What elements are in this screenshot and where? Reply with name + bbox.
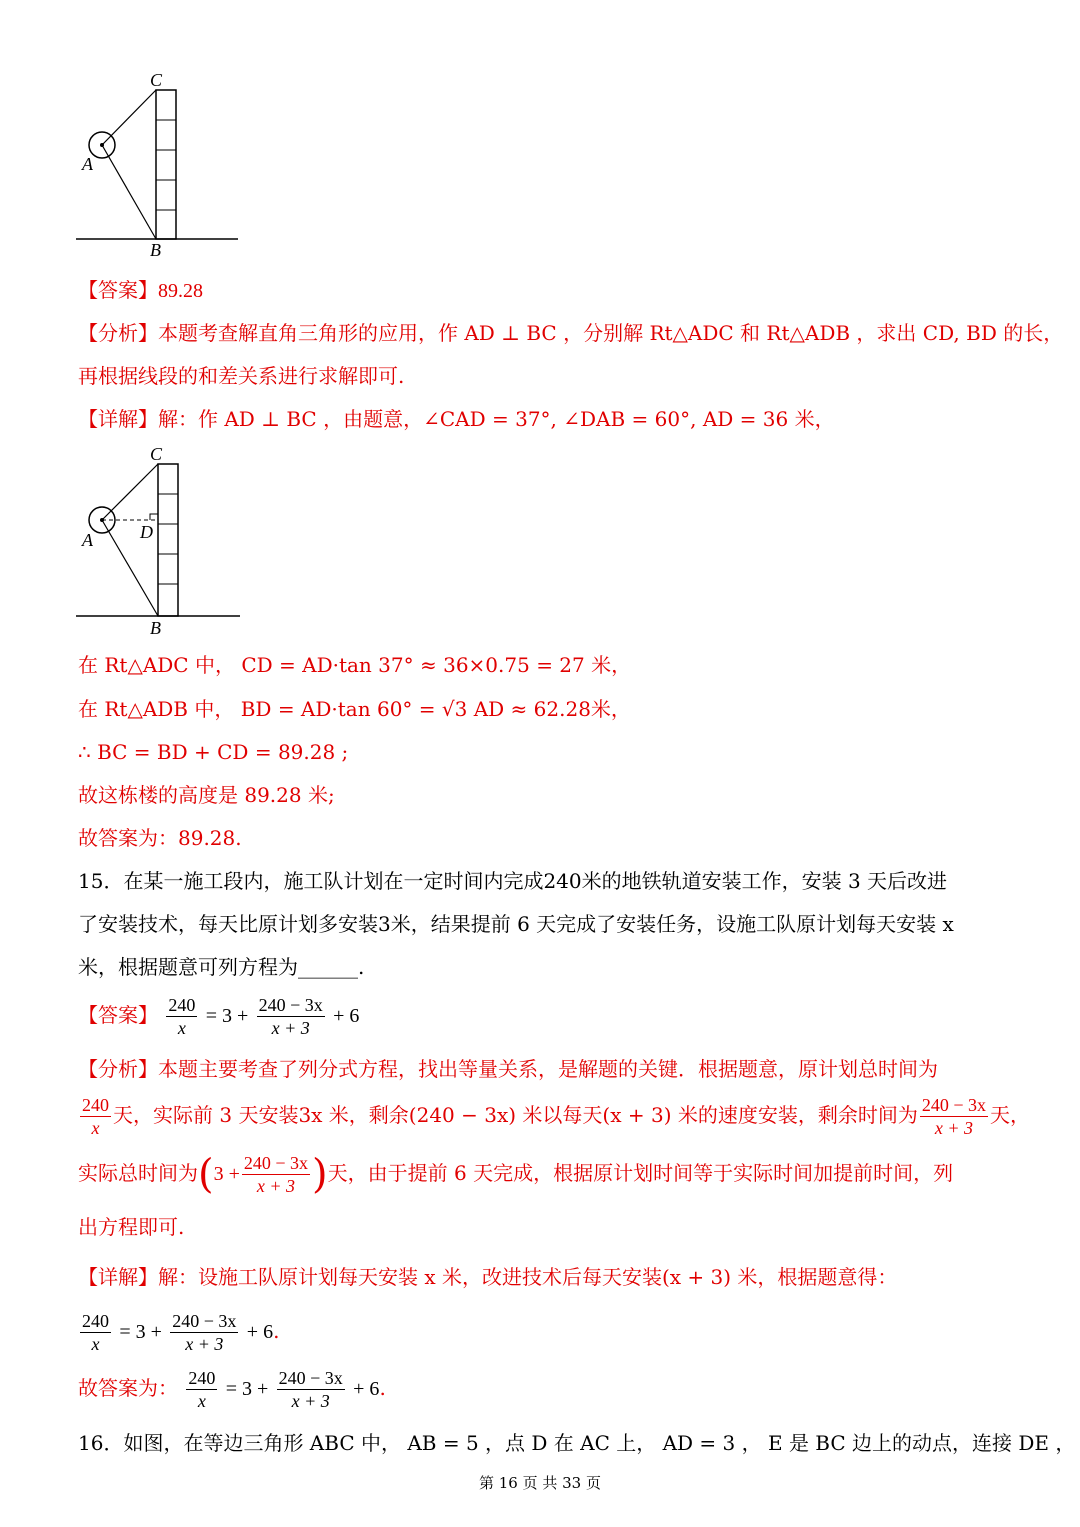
page-footer: 第 16 页 共 33 页 [478,1474,601,1492]
label-a: A [82,154,93,174]
q15-analysis-line4: 出方程即可. [78,1215,185,1239]
q15-final-answer: 故答案为： $\frac{240}{x}$ = 3 + $\frac{240 - 3x}{x + 3}$ + 6. [78,1368,386,1411]
q14-step2: 在 Rt△ADB 中， BD = AD·tan 60° = √3 AD ≈ 62.28米， [78,697,631,721]
label-d: D [140,522,153,542]
q15-line2: 了安装技术，每天比原计划多安装3米，结果提前 6 天完成了安装任务，设施工队原计划每天安装 x [78,912,954,936]
q14-analysis-line2: 再根据线段的和差关系进行求解即可. [78,364,405,388]
label-c: C [150,70,163,90]
answer-tag: 【答案】 [78,1003,158,1027]
q14-step4: 故这栋楼的高度是 89.28 米; [78,783,335,807]
q14-step3: ∴ BC = BD + CD = 89.28 ; [78,740,349,764]
q16-line1: 16．如图，在等边三角形 ABC 中， AB = 5 ，点 D 在 AC 上， AD = 3 ， E 是 BC 边上的动点，连接 DE ， [78,1431,1076,1455]
answer-value: 89.28 [158,280,203,302]
label-b: B [150,618,161,638]
q14-detail-line1: 【详解】解：作 AD ⊥ BC ，由题意，∠CAD = 37°, ∠DAB = 60°, AD = 36 米， [78,407,835,431]
q14-step5: 故答案为：89.28. [78,826,242,850]
q15-analysis-line3: 实际总时间为(3 + $\frac{240 - 3x}{x + 3}$ )天，由于提前 6 天完成，根据原计划时间等于实际时间加提前时间，列 [78,1151,954,1198]
label-b: B [150,240,161,260]
q14-answer-line [78,277,203,304]
figure-building-2 [70,444,250,640]
q15-line3: 米，根据题意可列方程为______. [78,955,365,979]
q15-analysis-line1: 【分析】本题主要考查了列分式方程，找出等量关系，是解题的关键．根据题意，原计划总时间为 [78,1057,938,1081]
label-c: C [150,444,163,464]
figure-building-1 [70,70,250,260]
q15-answer-line: 【答案】 $\frac{240}{x}$ = 3 + $\frac{240 - 3x}{x + 3}$ + 6 [78,995,360,1038]
answer-tag: 【答案】 [78,278,158,302]
q15-detail-equation: $\frac{240}{x}$ = 3 + $\frac{240 - 3x}{x + 3}$ + 6. [82,1311,280,1354]
q14-analysis-line1: 【分析】本题考查解直角三角形的应用，作 AD ⊥ BC ，分别解 Rt△ADC 和 Rt△ADB ，求出 CD, BD 的长， [78,321,1064,345]
q15-detail-line1: 【详解】解：设施工队原计划每天安装 x 米，改进技术后每天安装(x + 3) 米，根据题意得： [78,1265,898,1289]
q14-step1: 在 Rt△ADC 中， CD = AD·tan 37° ≈ 36×0.75 = 27 米， [78,653,632,677]
label-a: A [82,530,93,550]
q15-line1: 15．在某一施工段内，施工队计划在一定时间内完成240米的地铁轨道安装工作，安装 3 天后改进 [78,869,948,893]
q15-analysis-line2: $\frac{240}{x}$ 天，实际前 3 天安装3x 米，剩余(240 − 3x) 米以每天(x + 3) 米的速度安装，剩余时间为 $\frac{240 - 3x}{x + 3}$ 天， [82,1095,1031,1138]
